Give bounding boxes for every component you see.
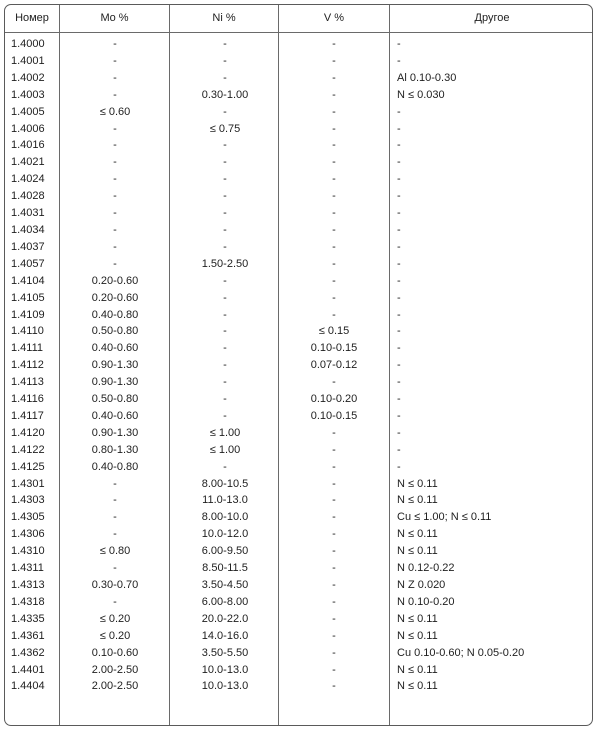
cell-v: - — [332, 38, 336, 50]
cell-number: 1.4305 — [11, 511, 45, 524]
cell-number: 1.4037 — [11, 240, 45, 253]
table-row — [5, 678, 592, 695]
cell-number: 1.4006 — [11, 122, 45, 135]
cell-mo: - — [113, 511, 117, 524]
cell-v: - — [332, 173, 336, 186]
cell-ni: - — [223, 342, 227, 355]
cell-other: N ≤ 0.11 — [397, 494, 438, 507]
cell-other: - — [397, 393, 401, 406]
cell-other: - — [397, 291, 401, 304]
cell-v: 0.07-0.12 — [310, 359, 358, 372]
cell-other: N ≤ 0.11 — [397, 680, 438, 693]
cell-v: - — [332, 528, 336, 541]
header-divider — [5, 32, 592, 33]
table-row — [5, 239, 592, 256]
cell-ni: - — [223, 274, 227, 287]
cell-v: - — [332, 105, 336, 118]
cell-ni: - — [223, 173, 227, 186]
table-body — [5, 36, 592, 695]
cell-number: 1.4301 — [11, 477, 45, 490]
cell-number: 1.4109 — [11, 308, 45, 321]
cell-ni: - — [223, 71, 227, 84]
cell-other: - — [397, 223, 401, 236]
cell-v: - — [332, 240, 336, 253]
cell-other: - — [397, 443, 401, 456]
table-row — [5, 36, 592, 53]
cell-ni: 6.00-9.50 — [201, 545, 249, 558]
cell-number: 1.4112 — [11, 359, 44, 372]
table-row — [5, 492, 592, 509]
cell-number: 1.4024 — [11, 173, 45, 186]
cell-mo: 0.40-0.60 — [91, 342, 139, 355]
table-row — [5, 611, 592, 628]
cell-mo: 2.00-2.50 — [91, 663, 139, 676]
table-row — [5, 459, 592, 476]
cell-other: Cu 0.10-0.60; N 0.05-0.20 — [397, 646, 525, 659]
cell-mo: 2.00-2.50 — [91, 680, 139, 693]
cell-other: - — [397, 274, 401, 287]
cell-number: 1.4016 — [11, 139, 45, 152]
cell-other: N Z 0.020 — [397, 579, 446, 591]
cell-ni: ≤ 1.00 — [209, 426, 241, 439]
cell-other: N 0.12-0.22 — [397, 562, 455, 575]
table-row — [5, 543, 592, 560]
steel-composition-table — [4, 4, 593, 726]
cell-other: - — [397, 173, 401, 186]
cell-other: - — [397, 342, 401, 355]
cell-v: - — [332, 426, 336, 439]
cell-mo: - — [113, 122, 117, 135]
header-other: Другое — [474, 12, 510, 24]
cell-mo: - — [113, 562, 117, 575]
table-row — [5, 104, 592, 121]
cell-v: - — [332, 443, 336, 456]
cell-ni: 8.00-10.5 — [201, 477, 249, 490]
cell-other: - — [397, 105, 401, 118]
cell-ni: 14.0-16.0 — [201, 629, 249, 642]
cell-ni: - — [223, 325, 227, 338]
cell-other: N ≤ 0.11 — [397, 528, 438, 541]
table-row — [5, 594, 592, 611]
cell-ni: - — [223, 359, 227, 372]
cell-ni: - — [223, 460, 227, 473]
cell-ni: 10.0-13.0 — [201, 663, 249, 676]
cell-number: 1.4313 — [11, 579, 45, 591]
cell-ni: 3.50-4.50 — [201, 579, 249, 591]
table-row — [5, 290, 592, 307]
cell-other: - — [397, 308, 401, 321]
cell-ni: 3.50-5.50 — [201, 646, 249, 659]
cell-v: - — [332, 71, 336, 84]
cell-number: 1.4404 — [11, 680, 45, 693]
table-row — [5, 53, 592, 70]
table-row — [5, 526, 592, 543]
cell-number: 1.4361 — [11, 629, 45, 642]
cell-number: 1.4401 — [11, 663, 45, 676]
cell-mo: 0.40-0.80 — [91, 308, 139, 321]
cell-v: - — [332, 274, 336, 287]
cell-mo: 0.90-1.30 — [91, 376, 139, 389]
table-row — [5, 476, 592, 493]
cell-v: - — [332, 223, 336, 236]
cell-ni: ≤ 0.75 — [209, 122, 241, 135]
cell-number: 1.4110 — [11, 325, 44, 338]
cell-number: 1.4113 — [11, 376, 44, 389]
cell-number: 1.4031 — [11, 207, 45, 220]
cell-v: 0.10-0.15 — [310, 342, 358, 355]
cell-mo: 0.80-1.30 — [91, 443, 139, 456]
cell-number: 1.4125 — [11, 460, 45, 473]
cell-v: - — [332, 376, 336, 389]
cell-ni: 8.50-11.5 — [202, 562, 248, 575]
header-number: Номер — [15, 12, 49, 24]
cell-v: ≤ 0.15 — [318, 325, 350, 338]
cell-ni: 10.0-12.0 — [201, 528, 249, 541]
cell-other: - — [397, 190, 401, 203]
table-row — [5, 509, 592, 526]
cell-other: - — [397, 409, 401, 422]
header-mo: Mo % — [100, 12, 129, 24]
table-row — [5, 154, 592, 171]
cell-mo: 0.20-0.60 — [91, 291, 139, 304]
cell-ni: - — [223, 291, 227, 304]
cell-number: 1.4002 — [11, 71, 45, 84]
cell-other: - — [397, 359, 401, 372]
cell-mo: 0.90-1.30 — [91, 359, 139, 372]
cell-ni: - — [223, 240, 227, 253]
table-row — [5, 87, 592, 104]
cell-number: 1.4021 — [11, 156, 45, 169]
cell-mo: - — [113, 139, 117, 152]
cell-v: - — [332, 460, 336, 473]
table-row — [5, 273, 592, 290]
cell-mo: ≤ 0.20 — [99, 629, 131, 642]
cell-v: - — [332, 54, 336, 67]
cell-ni: - — [223, 105, 227, 118]
cell-number: 1.4117 — [11, 409, 44, 422]
cell-other: N ≤ 0.11 — [397, 545, 438, 558]
table-row — [5, 357, 592, 374]
table-row — [5, 628, 592, 645]
cell-number: 1.4310 — [11, 545, 45, 558]
cell-number: 1.4311 — [11, 562, 44, 575]
cell-mo: 0.50-0.80 — [91, 325, 139, 338]
cell-ni: 1.50-2.50 — [201, 257, 249, 270]
cell-ni: - — [223, 393, 227, 406]
cell-other: N ≤ 0.11 — [397, 629, 438, 642]
cell-number: 1.4306 — [11, 528, 45, 541]
cell-number: 1.4111 — [11, 342, 44, 355]
cell-mo: 0.50-0.80 — [91, 393, 139, 406]
cell-number: 1.4335 — [11, 612, 45, 625]
cell-other: Cu ≤ 1.00; N ≤ 0.11 — [397, 511, 492, 524]
table-row — [5, 188, 592, 205]
cell-v: - — [332, 579, 336, 591]
cell-other: N 0.10-0.20 — [397, 595, 455, 608]
cell-v: - — [332, 207, 336, 220]
cell-v: - — [332, 156, 336, 169]
table-row — [5, 222, 592, 239]
cell-other: - — [397, 426, 401, 439]
cell-other: - — [397, 325, 401, 338]
cell-v: - — [332, 562, 336, 575]
cell-mo: - — [113, 223, 117, 236]
cell-v: - — [332, 663, 336, 676]
cell-ni: - — [223, 156, 227, 169]
cell-mo: 0.40-0.80 — [91, 460, 139, 473]
cell-other: N ≤ 0.030 — [397, 88, 445, 101]
cell-mo: 0.10-0.60 — [91, 646, 139, 659]
cell-mo: - — [113, 88, 117, 101]
cell-mo: - — [113, 528, 117, 541]
table-row — [5, 205, 592, 222]
cell-other: - — [397, 257, 401, 270]
table-row — [5, 121, 592, 138]
cell-ni: - — [223, 207, 227, 220]
cell-mo: - — [113, 173, 117, 186]
table-row — [5, 70, 592, 87]
table-row — [5, 307, 592, 324]
cell-v: - — [332, 291, 336, 304]
cell-other: - — [397, 207, 401, 220]
cell-mo: ≤ 0.20 — [99, 612, 131, 625]
cell-number: 1.4005 — [11, 105, 45, 118]
header-ni: Ni % — [212, 12, 236, 24]
cell-mo: - — [113, 494, 117, 507]
cell-ni: - — [223, 409, 227, 422]
table-row — [5, 577, 592, 594]
cell-number: 1.4001 — [11, 54, 45, 67]
cell-mo: - — [113, 38, 117, 50]
cell-v: - — [332, 139, 336, 152]
cell-mo: ≤ 0.60 — [99, 105, 131, 118]
cell-v: - — [332, 308, 336, 321]
cell-number: 1.4034 — [11, 223, 45, 236]
cell-number: 1.4000 — [11, 38, 45, 50]
table-row — [5, 171, 592, 188]
cell-number: 1.4104 — [11, 274, 45, 287]
cell-other: - — [397, 376, 401, 389]
table-row — [5, 137, 592, 154]
cell-mo: ≤ 0.80 — [99, 545, 131, 558]
cell-v: - — [332, 595, 336, 608]
cell-v: - — [332, 545, 336, 558]
cell-v: - — [332, 646, 336, 659]
table-row — [5, 256, 592, 273]
cell-other: N ≤ 0.11 — [397, 477, 438, 490]
cell-mo: - — [113, 257, 117, 270]
table-row — [5, 391, 592, 408]
cell-v: - — [332, 629, 336, 642]
cell-v: 0.10-0.15 — [310, 409, 358, 422]
cell-other: Al 0.10-0.30 — [397, 71, 457, 84]
cell-other: - — [397, 122, 401, 135]
table-row — [5, 425, 592, 442]
table-row — [5, 442, 592, 459]
cell-mo: - — [113, 207, 117, 220]
cell-mo: - — [113, 156, 117, 169]
cell-other: - — [397, 38, 401, 50]
cell-mo: - — [113, 240, 117, 253]
cell-v: - — [332, 511, 336, 524]
cell-ni: - — [223, 223, 227, 236]
table-row — [5, 560, 592, 577]
cell-v: - — [332, 88, 336, 101]
cell-mo: - — [113, 190, 117, 203]
cell-mo: - — [113, 477, 117, 490]
cell-other: N ≤ 0.11 — [397, 663, 438, 676]
cell-number: 1.4105 — [11, 291, 45, 304]
cell-number: 1.4318 — [11, 595, 45, 608]
cell-mo: 0.90-1.30 — [91, 426, 139, 439]
cell-ni: 20.0-22.0 — [201, 612, 249, 625]
cell-v: - — [332, 122, 336, 135]
cell-other: - — [397, 460, 401, 473]
table-row — [5, 408, 592, 425]
cell-ni: - — [223, 139, 227, 152]
cell-other: - — [397, 156, 401, 169]
cell-v: - — [332, 257, 336, 270]
cell-v: 0.10-0.20 — [310, 393, 358, 406]
cell-mo: 0.20-0.60 — [91, 274, 139, 287]
cell-ni: - — [223, 190, 227, 203]
cell-other: - — [397, 240, 401, 253]
header-v: V % — [323, 12, 345, 24]
cell-ni: 10.0-13.0 — [201, 680, 249, 693]
cell-ni: 11.0-13.0 — [202, 494, 248, 507]
cell-ni: - — [223, 308, 227, 321]
cell-v: - — [332, 477, 336, 490]
cell-ni: ≤ 1.00 — [209, 443, 241, 456]
cell-number: 1.4057 — [11, 257, 45, 270]
cell-number: 1.4003 — [11, 88, 45, 101]
cell-v: - — [332, 680, 336, 693]
cell-other: - — [397, 54, 401, 67]
cell-ni: 0.30-1.00 — [201, 88, 249, 101]
cell-mo: - — [113, 595, 117, 608]
cell-ni: 6.00-8.00 — [201, 595, 249, 608]
cell-v: - — [332, 190, 336, 203]
cell-v: - — [332, 494, 336, 507]
cell-mo: - — [113, 71, 117, 84]
cell-number: 1.4303 — [11, 494, 45, 507]
cell-number: 1.4362 — [11, 646, 45, 659]
cell-mo: 0.40-0.60 — [91, 409, 139, 422]
cell-ni: - — [223, 38, 227, 50]
table-row — [5, 374, 592, 391]
cell-ni: - — [223, 376, 227, 389]
cell-other: N ≤ 0.11 — [397, 612, 438, 625]
cell-ni: - — [223, 54, 227, 67]
table-row — [5, 645, 592, 662]
table-row — [5, 323, 592, 340]
cell-number: 1.4122 — [11, 443, 45, 456]
table-row — [5, 662, 592, 679]
table-row — [5, 340, 592, 357]
cell-mo: - — [113, 54, 117, 67]
cell-number: 1.4116 — [11, 393, 44, 406]
cell-other: - — [397, 139, 401, 152]
cell-mo: 0.30-0.70 — [91, 579, 139, 591]
cell-ni: 8.00-10.0 — [201, 511, 249, 524]
cell-number: 1.4120 — [11, 426, 45, 439]
cell-number: 1.4028 — [11, 190, 45, 203]
cell-v: - — [332, 612, 336, 625]
